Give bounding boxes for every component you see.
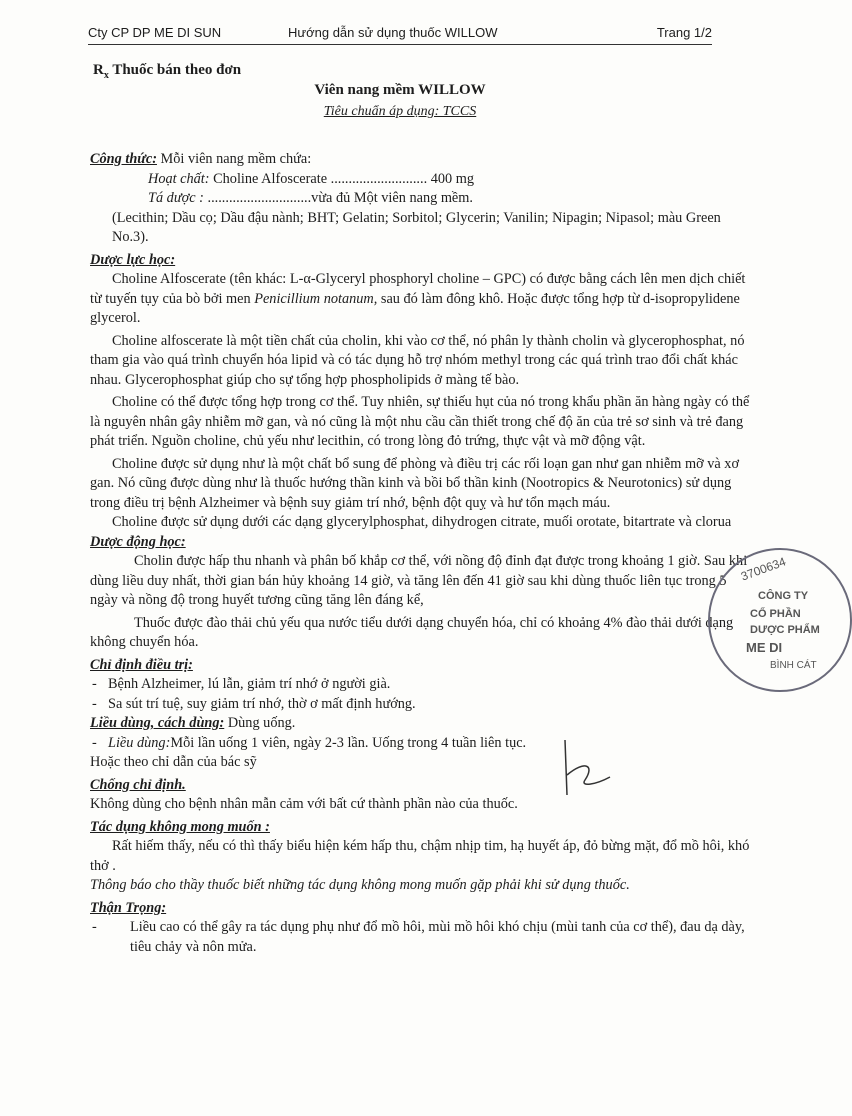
page-number: Trang 1/2 [656, 25, 712, 40]
pk-p1: Cholin được hấp thu nhanh và phân bố khắp cơ thể, với nồng độ đỉnh đạt được trong khoảng 1 giờ. Sau khi dùng liều duy nhất, thời gian bán hủy khoảng 14 giờ, và tăng lên đến 41 giờ sau khi dùng thuốc liên tục trong 5 ngày và nồng độ trong huyết tương cũng tăng lên đáng kể, [90, 553, 748, 608]
adverse-heading: Tác dụng không mong muốn : [90, 818, 270, 835]
caution-item: - Liều cao có thể gây ra tác dụng phụ như đổ mồ hôi, mùi mồ hôi khó chịu (mùi tanh của cơ thể), đau dạ dày, tiêu chảy và nôn mửa. [90, 918, 750, 957]
company-stamp: 3700634 CÔNG TY CỔ PHẦN DƯỢC PHẨM ME DI BÌNH CÁT [708, 548, 852, 692]
pd-p5: Choline được sử dụng dưới các dạng glycerylphosphat, dihydrogen citrate, muối orotate, bitartrate và clorua [112, 514, 732, 530]
ind-item: - Bệnh Alzheimer, lú lẫn, giảm trí nhớ ở người già. [90, 675, 750, 695]
pd-p3: Choline có thể được tổng hợp trong cơ thể. Tuy nhiên, sự thiếu hụt của nó trong khẩu phần ăn hàng ngày có thể là nguyên nhân gây nhiễm mỡ gan, và nó cũng là một nhu cầu cần thiết trong chế độ ăn của trẻ sơ sinh và trẻ đang phát triển. Nguồn choline, chủ yếu như lecithin, có trong lòng đỏ trứng, thực vật và mỡ động vật. [90, 394, 750, 449]
adverse-note: Thông báo cho thầy thuốc biết những tác dụng không mong muốn gặp phải khi sử dụng thuốc. [90, 877, 630, 893]
ind-item: - Sa sút trí tuệ, suy giảm trí nhớ, thờ ơ mất định hướng. [90, 695, 750, 715]
contra-text: Không dùng cho bệnh nhân mẫn cảm với bất cứ thành phần nào của thuốc. [90, 796, 518, 812]
product-title: Viên nang mềm WILLOW [314, 82, 486, 98]
adverse-text: Rất hiếm thấy, nếu có thì thấy biểu hiện kém hấp thu, chậm nhịp tim, hạ huyết áp, đỏ bừng mặt, đổ mồ hôi, khó thở . [90, 838, 750, 874]
contra-heading: Chống chỉ định. [90, 776, 186, 793]
standard: Tiêu chuẩn áp dụng: TCCS [323, 104, 477, 119]
formula-line: Công thức: Mỗi viên nang mềm chứa: [90, 151, 312, 167]
pk-heading: Dược động học: [90, 533, 186, 550]
pd-p4: Choline được sử dụng như là một chất bổ sung để phòng và điều trị các rối loạn gan như gan nhiễm mỡ và xơ gan. Nó cũng được dùng như là thuốc hướng thần kinh và bồi bổ thần kinh (Nootropics & Neurotonics) sử dụng trong điều trị bệnh Alzheimer và bệnh suy giảm trí nhớ, bệnh đột quỵ và hư tổn mạch máu. [90, 455, 740, 511]
caution-heading: Thận Trọng: [90, 899, 167, 916]
dosage-extra: Hoặc theo chỉ dẫn của bác sỹ [90, 754, 257, 770]
prescription-label: $R_x$ Thuốc bán theo đơn [93, 62, 242, 81]
dosage-item: - Liều dùng:Mỗi lần uống 1 viên, ngày 2-3 lần. Uống trong 4 tuần liên tục. [90, 734, 750, 754]
signature-icon [555, 735, 615, 805]
ind-heading: Chỉ định điều trị: [90, 656, 193, 673]
page-header [88, 18, 712, 45]
pd-p1: Choline Alfoscerate (tên khác: L-α-Glyceryl phosphoryl choline – GPC) có được bằng cách lên men dịch chiết từ tuyến tụy của bò bởi men Penicillium notanum, sau đó làm đông khô. Hoặc được tổng hợp từ d-isopropylidene glycerol. [90, 271, 746, 326]
excipient-list: (Lecithin; Dầu cọ; Dầu đậu nành; BHT; Gelatin; Sorbitol; Glycerin; Vanilin; Nipagin; Nipasol; màu Green No.3). [112, 209, 721, 245]
pk-p2: Thuốc được đào thải chủ yếu qua nước tiểu dưới dạng chuyển hóa, chỉ có khoảng 4% đào thải dưới dạng không chuyển hóa. [90, 614, 734, 650]
company-name: Cty CP DP ME DI SUN [88, 25, 222, 40]
dosage-line: Liều dùng, cách dùng: Dùng uống. [90, 715, 296, 731]
pd-p2: Choline alfoscerate là một tiền chất của cholin, khi vào cơ thể, nó phân ly thành cholin và glycerophosphat, nó tham gia vào quá trình chuyển hóa lipid và có tác dụng hỗ trợ nhóm methyl trong các quá trình trao đổi chất khác nhau. Glycerophosphat giúp cho sự tổng hợp phospholipids ở màng tế bào. [90, 332, 745, 388]
pd-heading: Dược lực học: [90, 251, 176, 268]
document-body: Công thức: Mỗi viên nang mềm chứa: Hoạt chất: Choline Alfoscerate ........................... 400 mg Tá dược : .............................vừa đủ Một viên nang mềm. (Lecithin; Dầu cọ; Dầu đậu nành; BHT; Gelatin; Sorbitol; Glycerin; Vanilin; Nipagin; Nipasol; màu Green No.3). Dược lực học: Choline Alfoscerate (tên khác: L-α-Glyceryl phosphoryl choline – GPC) có được bằng cách lên men dịch chiết từ tuyến tụy của bò bởi men Penicillium notanum, sau đó làm đông khô. Hoặc được tổng hợp từ d-isopropylidene glycerol. Choline alfoscerate là một tiền chất của cholin, khi vào cơ thể, nó phân ly thành cholin và glycerophosphat, nó tham gia vào quá trình chuyển hóa lipid và có tác dụng hỗ trợ nhóm methyl trong các quá trình trao đổi chất khác nhau. Glycerophosphat giúp cho sự tổng hợp phospholipids ở màng tế bào. Choline có thể được tổng hợp trong cơ thể. Tuy nhiên, sự thiếu hụt của nó trong khẩu phần ăn hàng ngày có thể là nguyên nhân gây nhiễm mỡ gan, và nó cũng là một nhu cầu cần thiết trong chế độ ăn của trẻ sơ sinh và trẻ đang phát triển. Nguồn choline, chủ yếu như lecithin, có trong lòng đỏ trứng, thực vật và mỡ động vật. Choline được sử dụng như là một chất bổ sung để phòng và điều trị các rối loạn gan như gan nhiễm mỡ và xơ gan. Nó cũng được dùng như là thuốc hướng thần kinh và bồi bổ thần kinh (Nootropics & Neurotonics) sử dụng trong điều trị bệnh Alzheimer và bệnh suy giảm trí nhớ, bệnh đột quỵ và hư tổn mạch máu. Choline được sử dụng dưới các dạng glycerylphosphat, dihydrogen citrate, muối orotate, bitartrate và clorua Dược động học: Cholin được hấp thu nhanh và phân bố khắp cơ thể, với nồng độ đỉnh đạt được trong khoảng 1 giờ. Sau khi dùng liều duy nhất, thời gian bán hủy khoảng 14 giờ, và tăng lên đến 41 giờ sau khi dùng thuốc liên tục trong 5 ngày và nồng độ trong huyết tương cũng tăng lên đáng kể, Thuốc được đào thải chủ yếu qua nước tiểu dưới dạng chuyển hóa, chỉ có khoảng 4% đào thải dưới dạng không chuyển hóa. Chỉ định điều trị: - Bệnh Alzheimer, lú lẫn, giảm trí nhớ ở người già. - Sa sút trí tuệ, suy giảm trí nhớ, thờ ơ mất định hướng. Liều dùng, cách dùng: Dùng uống. - Liều dùng:Mỗi lần uống 1 viên, ngày 2-3 lần. Uống trong 4 tuần liên tục. Hoặc theo chỉ dẫn của bác sỹ Chống chỉ định. Không dùng cho bệnh nhân mẫn cảm với bất cứ thành phần nào của thuốc. Tác dụng không mong muốn : Rất hiếm thấy, nếu có thì thấy biểu hiện kém hấp thu, chậm nhịp tim, hạ huyết áp, đỏ bừng mặt, đổ mồ hôi, khó thở . Thông báo cho thầy thuốc biết những tác dụng không mong muốn gặp phải khi sử dụng thuốc. Thận Trọng: - Liều cao có thể gây ra tác dụng phụ như đổ mồ hôi, mùi mồ hôi khó chịu (mùi tanh của cơ thể), đau dạ dày, tiêu chảy và nôn mửa. [90, 150, 750, 957]
guide-title: Hướng dẫn sử dụng thuốc WILLOW [288, 25, 498, 40]
